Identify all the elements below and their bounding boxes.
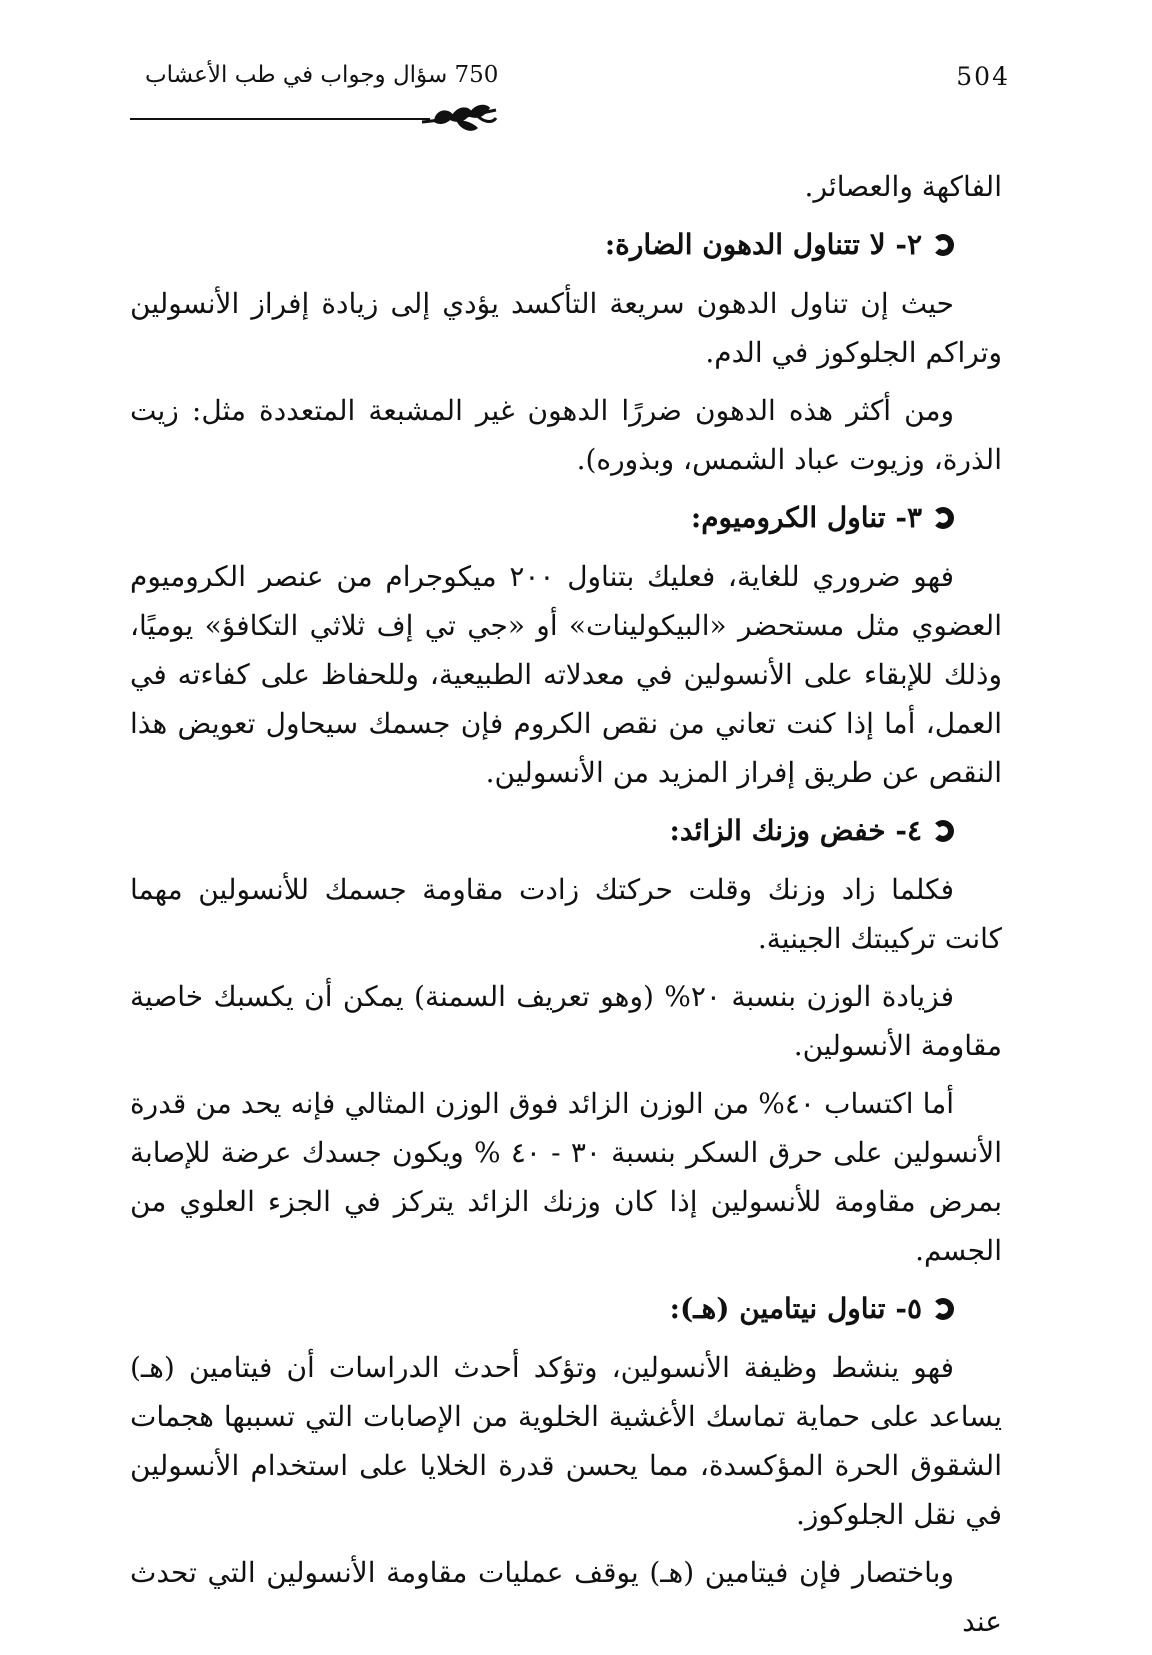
page-body <box>130 162 1002 1655</box>
section-heading <box>130 493 1002 542</box>
paragraph: فزيادة الوزن بنسبة ٢٠% (وهو تعريف السمنة) يمكن أن يكسبك خاصية مقاومة الأنسولين. <box>130 980 1002 1062</box>
paragraph: الفاكهة والعصائر. <box>804 170 1002 203</box>
heading-text: ٤- خفض وزنك الزائد: <box>669 814 922 847</box>
heading-text: ٥- تناول نيتامين (هـ): <box>669 1292 922 1325</box>
paragraph: أما اكتساب ٤٠% من الوزن الزائد فوق الوزن المثالي فإنه يحد من قدرة الأنسولين على حرق السكر بنسبة ٣٠ - ٤٠ % ويكون جسدك عرضة للإصابة بمرض مقاومة للأنسولين إذا كان وزنك الزائد يتركز في الجزء العلوي من الجسم. <box>130 1087 1002 1267</box>
c-bullet-icon <box>932 507 954 529</box>
running-book-title: 750 سؤال وجواب في طب الأعشاب <box>145 62 499 88</box>
page-header <box>130 56 1010 126</box>
c-bullet-icon <box>932 820 954 842</box>
section-heading <box>130 220 1002 269</box>
leaf-ornament-icon <box>420 100 500 136</box>
header-rule <box>130 118 430 120</box>
page-number: 504 <box>956 62 1010 91</box>
heading-text: ٢- لا تتناول الدهون الضارة: <box>604 228 922 261</box>
paragraph: وباختصار فإن فيتامين (هـ) يوقف عمليات مقاومة الأنسولين التي تحدث عند <box>130 1556 1002 1638</box>
paragraph: حيث إن تناول الدهون سريعة التأكسد يؤدي إلى زيادة إفراز الأنسولين وتراكم الجلوكوز في الدم. <box>130 287 1002 369</box>
heading-text: ٣- تناول الكروميوم: <box>690 501 922 534</box>
paragraph: ومن أكثر هذه الدهون ضررًا الدهون غير المشبعة المتعددة مثل: زيت الذرة، وزيوت عباد الشمس، وبذوره). <box>130 394 1002 476</box>
section-heading <box>130 1284 1002 1333</box>
section-heading <box>130 806 1002 855</box>
c-bullet-icon <box>932 1298 954 1320</box>
paragraph: فهو ينشط وظيفة الأنسولين، وتؤكد أحدث الدراسات أن فيتامين (هـ) يساعد على حماية تماسك الأغشية الخلوية من الإصابات التي تسببها هجمات الشقوق الحرة المؤكسدة، مما يحسن قدرة الخلايا على استخدام الأنسولين في نقل الجلوكوز. <box>130 1351 1002 1531</box>
c-bullet-icon <box>932 234 954 256</box>
paragraph: فكلما زاد وزنك وقلت حركتك زادت مقاومة جسمك للأنسولين مهما كانت تركيبتك الجينية. <box>130 873 1002 955</box>
paragraph: فهو ضروري للغاية، فعليك بتناول ٢٠٠ ميكوجرام من عنصر الكروميوم العضوي مثل مستحضر «البيكولينات» أو «جي تي إف ثلاثي التكافؤ» يوميًا، وذلك للإبقاء على الأنسولين في معدلاته الطبيعية، وللحفاظ على كفاءته في العمل، أما إذا كنت تعاني من نقص الكروم فإن جسمك سيحاول تعويض هذا النقص عن طريق إفراز المزيد من الأنسولين. <box>130 560 1002 789</box>
